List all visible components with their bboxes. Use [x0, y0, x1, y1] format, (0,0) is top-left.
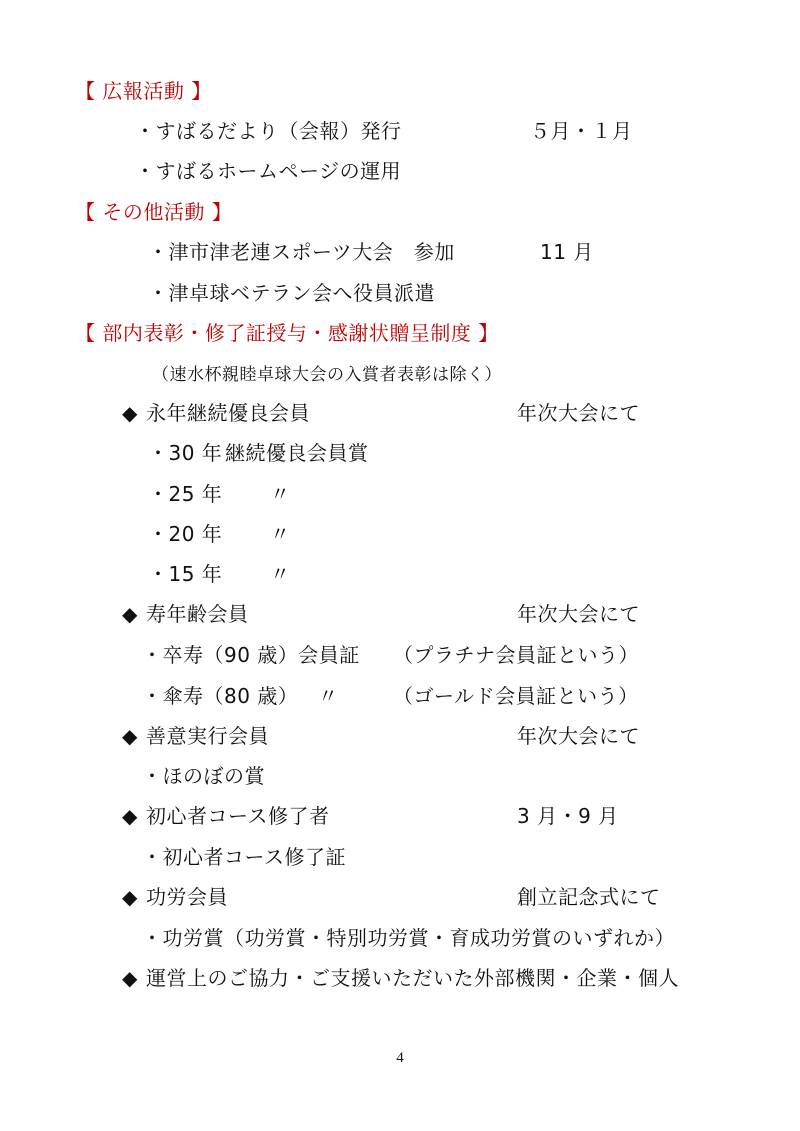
longevity-item-80-ditto: 〃 — [318, 684, 339, 708]
long-term-item-25-ditto: 〃 — [270, 482, 291, 506]
other-item-sports-meet-schedule: 11 月 — [540, 240, 594, 264]
diamond-bullet-icon: ◆ — [122, 401, 138, 425]
group-schedule-long-term: 年次大会にて — [517, 401, 640, 425]
longevity-item-80: ・傘寿（80 歳） — [142, 684, 299, 708]
longevity-item-80-desc: （ゴールド会員証という） — [393, 684, 639, 708]
pr-item-homepage: ・すばるホームページの運用 — [135, 159, 402, 183]
section-heading-pr: 【 広報活動 】 — [75, 79, 212, 103]
longevity-item-90: ・卒寿（90 歳）会員証 — [142, 643, 360, 667]
long-term-item-25-year: ・25 年 — [148, 482, 223, 506]
group-title-text: 運営上のご協力・ご支援いただいた外部機関・企業・個人 — [146, 966, 679, 990]
group-title-text: 寿年齢会員 — [146, 602, 249, 626]
long-term-item-15-year: ・15 年 — [148, 562, 223, 586]
longevity-item-90-desc: （プラチナ会員証という） — [393, 643, 639, 667]
goodwill-item-honobono: ・ほのぼの賞 — [142, 764, 265, 788]
group-title-text: 功労会員 — [146, 885, 228, 909]
group-schedule-longevity: 年次大会にて — [517, 602, 640, 626]
long-term-item-20-ditto: 〃 — [270, 522, 291, 546]
long-term-item-20-year: ・20 年 — [148, 522, 223, 546]
diamond-bullet-icon: ◆ — [122, 602, 138, 626]
beginner-item-certificate: ・初心者コース修了証 — [142, 845, 346, 869]
diamond-bullet-icon: ◆ — [122, 724, 138, 748]
diamond-bullet-icon: ◆ — [122, 885, 138, 909]
other-item-veteran-dispatch: ・津卓球ベテラン会へ役員派遣 — [148, 281, 435, 305]
diamond-bullet-icon: ◆ — [122, 966, 138, 990]
pr-item-newsletter-schedule: ５月・１月 — [530, 119, 633, 143]
diamond-bullet-icon: ◆ — [122, 804, 138, 828]
group-title-text: 善意実行会員 — [146, 724, 269, 748]
other-item-sports-meet: ・津市津老連スポーツ大会 参加 — [148, 240, 455, 264]
group-title-text: 永年継続優良会員 — [146, 401, 310, 425]
group-title-merit — [122, 884, 228, 910]
group-title-longevity — [122, 601, 249, 627]
long-term-item-30-year: ・30 年 — [148, 441, 223, 465]
pr-item-newsletter: ・すばるだより（会報）発行 — [135, 119, 402, 143]
group-title-external-support — [122, 965, 679, 991]
page-number: 4 — [396, 1050, 404, 1066]
awards-note: （速水杯親睦卓球大会の入賞者表彰は除く） — [152, 365, 502, 385]
group-title-text: 初心者コース修了者 — [146, 804, 330, 828]
long-term-item-30-award: 継続優良会員賞 — [225, 441, 369, 465]
group-title-goodwill — [122, 723, 269, 749]
group-schedule-goodwill: 年次大会にて — [517, 724, 640, 748]
group-schedule-beginner: 3 月・9 月 — [517, 804, 619, 828]
long-term-item-15-ditto: 〃 — [270, 562, 291, 586]
section-heading-awards: 【 部内表彰・修了証授与・感謝状贈呈制度 】 — [75, 321, 499, 345]
group-title-beginner — [122, 803, 330, 829]
group-title-long-term — [122, 400, 310, 426]
merit-item-award: ・功労賞（功労賞・特別功労賞・育成功労賞のいずれか） — [142, 926, 675, 950]
group-schedule-merit: 創立記念式にて — [517, 885, 661, 909]
section-heading-other: 【 その他活動 】 — [75, 200, 233, 224]
